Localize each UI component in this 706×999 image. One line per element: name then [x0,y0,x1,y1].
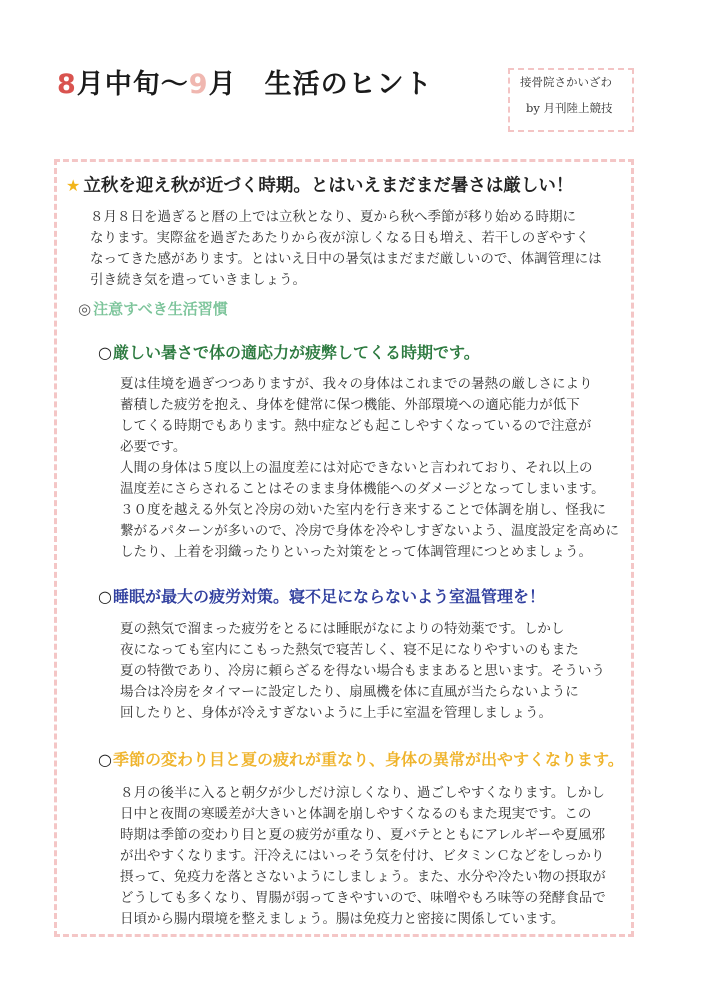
section-line: 人間の身体は５度以上の温度差には対応できないと言われており、それ以上の [120,460,593,476]
title-number-august: 8 [57,69,77,100]
star-icon: ★ [66,176,81,195]
section-line: 摂って、免疫力を落とさないようにしましょう。また、水分や冷たい物の摂取が [120,869,606,885]
section-heading-season-change [98,747,624,770]
section-paragraph-season-change [120,783,606,930]
section-line: 夏の特徴であり、冷房に頼らざるを得ない場合もままあると思います。そういう [120,663,605,679]
section-heading-text: 季節の変わり目と夏の疲れが重なり、身体の異常が出やすくなります。 [112,750,624,769]
section-line: が出やすくなります。汗冷えにはいっそう気を付け、ビタミンＣなどをしっかり [120,848,605,864]
section-line: 場合は冷房をタイマーに設定したり、扇風機を体に直風が当たらないように [120,684,579,700]
section-line: 夏は佳境を過ぎつつありますが、我々の身体はこれまでの暑熱の厳しさにより [120,376,593,392]
section-heading-text: 睡眠が最大の疲労対策。寝不足にならないよう室温管理を！ [112,587,545,606]
title-text-mid: 月中旬～ [76,69,189,100]
section-line: したり、上着を羽織ったりといった対策をとって体調管理につとめましょう。 [120,544,592,560]
section-heading-sleep [98,584,545,607]
section-heading-text: 厳しい暑さで体の適応力が疲弊してくる時期です。 [112,343,480,362]
section-line: 蓄積した疲労を抱え、身体を健常に保つ機能、外部環境への適応能力が低下 [120,397,580,413]
title-text-end: 月 生活のヒント [208,69,433,100]
section-line: 温度差にさらされることはそのまま身体機能へのダメージとなってしまいます。 [120,481,605,497]
section-paragraph-sleep [120,619,605,724]
page-title [57,62,433,101]
intro-line: 引き続き気を遣っていきましょう。 [90,272,306,288]
intro-line: ８月８日を過ぎると暦の上では立秋となり、夏から秋へ季節が移り始める時期に [90,209,576,225]
intro-headline-text: 立秋を迎え秋が近づく時期。とはいえまだまだ暑さは厳しい！ [83,176,574,196]
circle-bullet-icon: ○ [98,750,112,769]
intro-line: なります。実際盆を過ぎたあたりから夜が涼しくなる日も増え、若干しのぎやすく [90,230,590,246]
section-heading-adaptability [98,340,480,363]
section-line: 回したりと、身体が冷えすぎないように上手に室温を管理しましょう。 [120,705,552,721]
habits-subheading-text: 注意すべき生活習慣 [93,300,228,318]
circle-bullet-icon: ○ [98,587,112,606]
section-line: 夏の熱気で溜まった疲労をとるには睡眠がなによりの特効薬です。しかし [120,621,565,637]
title-number-september: 9 [188,69,209,100]
clinic-credit-box [508,68,634,132]
section-line: 必要です。 [120,439,187,455]
intro-headline [66,172,573,197]
habits-subheading [78,298,228,319]
clinic-source: by 月刊陸上競技 [526,101,613,115]
section-line: 日頃から腸内環境を整えましょう。腸は免疫力と密接に関係しています。 [120,911,565,927]
clinic-name: 接骨院さかいざわ [520,75,612,89]
section-line: ８月の後半に入ると朝夕が少しだけ涼しくなり、過ごしやすくなります。しかし [120,785,605,801]
section-line: してくる時期でもあります。熱中症なども起こしやすくなっているので注意が [120,418,592,434]
section-line: 時期は季節の変わり目と夏の疲労が重なり、夏バテとともにアレルギーや夏風邪 [120,827,606,843]
intro-paragraph [90,207,602,291]
intro-line: なってきた感があります。とはいえ日中の暑気はまだまだ厳しいので、体調管理には [90,251,602,267]
section-line: 夜になっても室内にこもった熱気で寝苦しく、寝不足になりやすいのもまた [120,642,579,658]
section-line: 繋がるパターンが多いので、冷房で身体を冷やしすぎないよう、温度設定を高めに [120,523,619,539]
section-line: どうしても多くなり、胃腸が弱ってきやすいので、味噌やもろ味等の発酵食品で [120,890,606,906]
double-circle-icon: ◎ [78,300,92,318]
section-line: ３０度を越える外気と冷房の効いた室内を行き来することで体調を崩し、怪我に [120,502,606,518]
section-line: 日中と夜間の寒暖差が大きいと体調を崩しやすくなるのもまた現実です。この [120,806,592,822]
section-paragraph-adaptability [120,374,619,563]
circle-bullet-icon: ○ [98,343,112,362]
